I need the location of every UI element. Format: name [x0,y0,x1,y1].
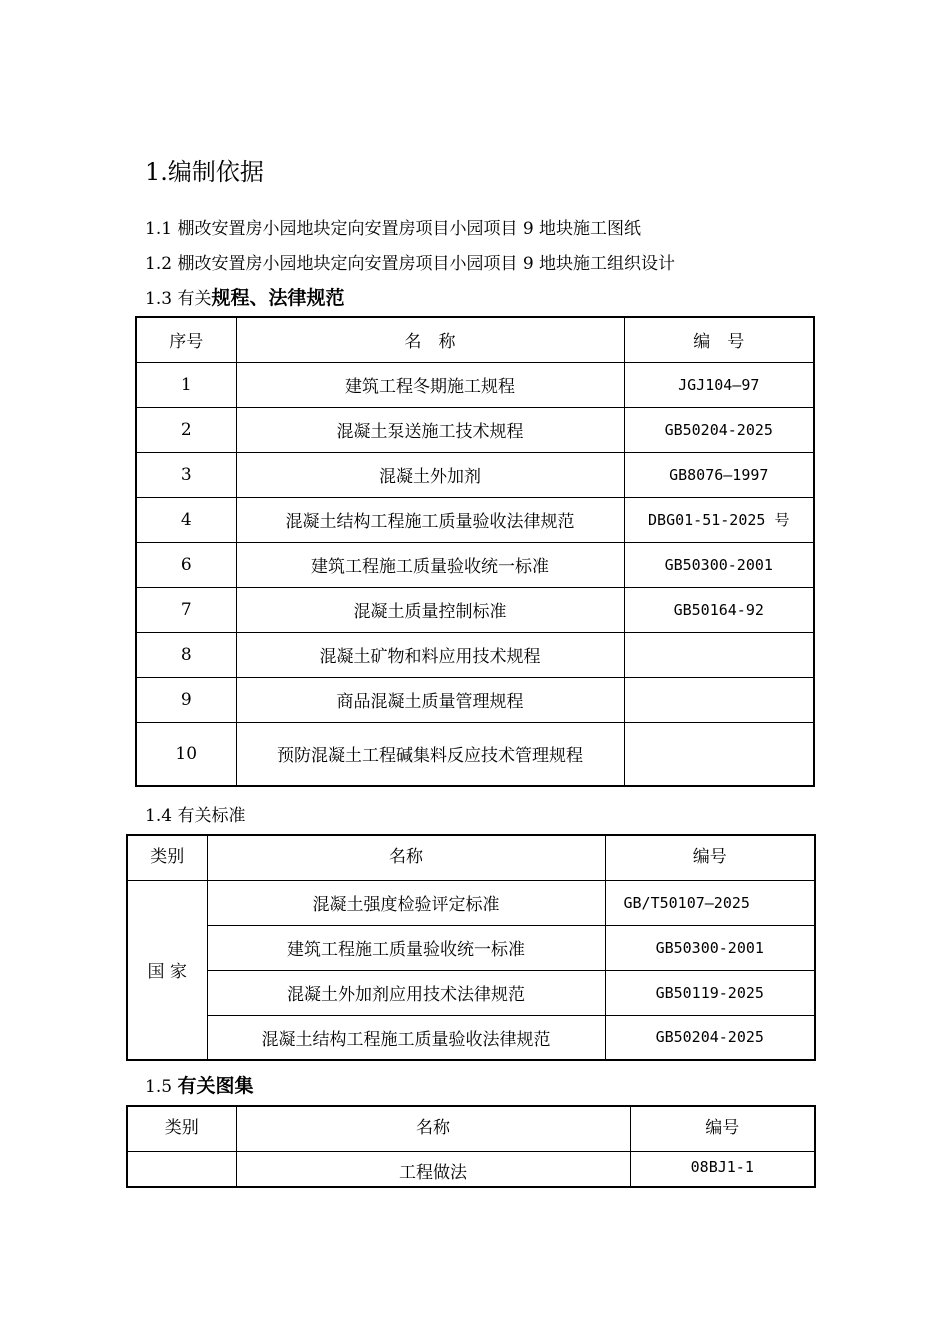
table-row [127,970,815,1015]
row-name: 建筑工程施工质量验收统一标准 [236,542,624,587]
row-code: GB50300-2001 [624,542,814,587]
table-row [136,452,814,497]
row-index: 2 [136,407,236,452]
table-row [136,722,814,786]
row-index: 9 [136,677,236,722]
row-code: GB50164-92 [624,587,814,632]
header-name: 名称 [207,835,605,880]
row-name: 混凝土外加剂 [236,452,624,497]
row-name: 混凝土强度检验评定标准 [207,880,605,925]
category-cell: 国 家 [127,880,207,1060]
header-name: 名 称 [236,317,624,362]
row-name: 混凝土外加剂应用技术法律规范 [207,970,605,1015]
row-category [127,1151,236,1187]
row-index: 4 [136,497,236,542]
row-name: 混凝土泵送施工技术规程 [236,407,624,452]
table-row [127,1151,815,1187]
row-name: 混凝土矿物和料应用技术规程 [236,632,624,677]
row-name: 建筑工程冬期施工规程 [236,362,624,407]
row-index: 7 [136,587,236,632]
row-name: 混凝土质量控制标准 [236,587,624,632]
row-code: JGJ104—97 [624,362,814,407]
row-code: GB50204-2025 [605,1015,815,1060]
item-1-5 [145,1071,253,1098]
header-code: 编号 [630,1106,815,1151]
table-header-row [127,1106,815,1151]
table-row [136,632,814,677]
row-code: GB50204-2025 [624,407,814,452]
row-code: GB8076—1997 [624,452,814,497]
row-name: 建筑工程施工质量验收统一标准 [207,925,605,970]
row-code: 08BJ1-1 [630,1151,815,1187]
atlas-table [126,1105,816,1188]
section-heading: 1.编制依据 [145,158,264,186]
item-1-1: 1.1 棚改安置房小园地块定向安置房项目小园项目 9 地块施工图纸 [145,219,642,239]
row-name: 混凝土结构工程施工质量验收法律规范 [207,1015,605,1060]
row-name: 工程做法 [236,1151,630,1187]
row-index: 10 [136,722,236,786]
row-index: 6 [136,542,236,587]
header-index: 序号 [136,317,236,362]
row-name: 预防混凝土工程碱集料反应技术管理规程 [236,722,624,786]
table-row [136,677,814,722]
item-1-3-title: 规程、法律规范 [211,287,345,309]
standards-table [126,834,816,1061]
row-code: GB50300-2001 [605,925,815,970]
header-category: 类别 [127,1106,236,1151]
header-name: 名称 [236,1106,630,1151]
row-index: 3 [136,452,236,497]
item-1-5-prefix: 1.5 [145,1077,178,1097]
table-row [136,407,814,452]
table-row [136,542,814,587]
row-name: 混凝土结构工程施工质量验收法律规范 [236,497,624,542]
row-index: 8 [136,632,236,677]
row-index: 1 [136,362,236,407]
table-row [136,497,814,542]
table-row [136,587,814,632]
item-1-5-title: 有关图集 [177,1075,254,1097]
table-header-row [127,835,815,880]
item-1-3-prefix: 1.3 有关 [145,289,212,309]
row-code: GB/T50107—2025 [605,880,815,925]
table-row [127,880,815,925]
row-code [624,722,814,786]
header-code: 编 号 [624,317,814,362]
row-code: GB50119-2025 [605,970,815,1015]
table-row [136,362,814,407]
table-row [127,1015,815,1060]
row-code [624,677,814,722]
item-1-4: 1.4 有关标准 [145,806,246,826]
item-1-3 [145,283,344,310]
row-code [624,632,814,677]
row-code: DBG01-51-2025 号 [624,497,814,542]
header-code: 编号 [605,835,815,880]
table-row [127,925,815,970]
regulations-table [135,316,815,787]
item-1-2: 1.2 棚改安置房小园地块定向安置房项目小园项目 9 地块施工组织设计 [145,254,676,274]
table-header-row [136,317,814,362]
row-name: 商品混凝土质量管理规程 [236,677,624,722]
header-category: 类别 [127,835,207,880]
